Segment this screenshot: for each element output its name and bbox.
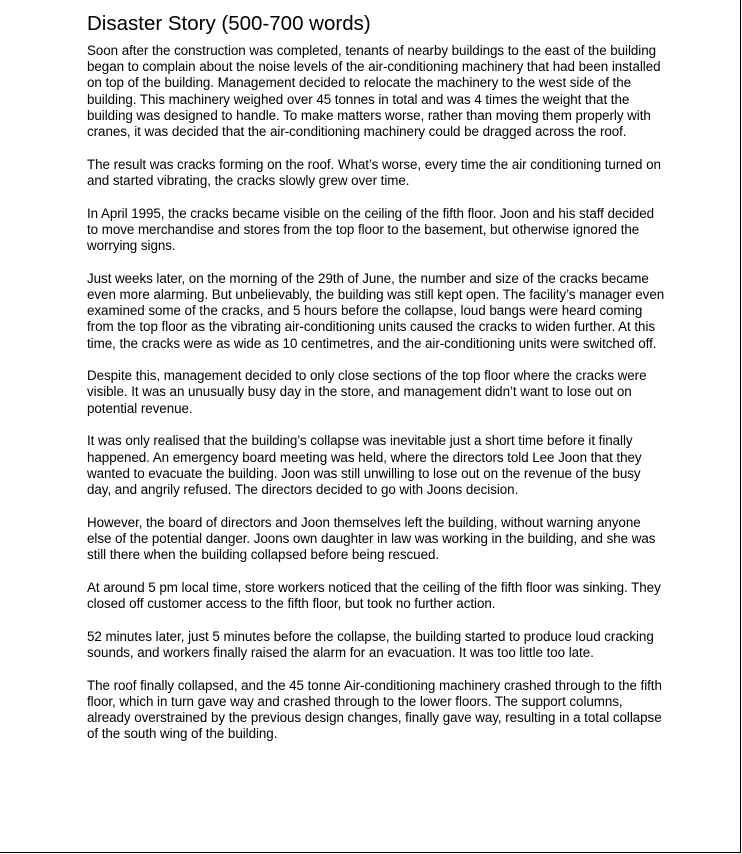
paragraph-6: It was only realised that the building’s collapse was inevitable just a short time before it finally happened. An emergency board meeting was held, where the directors told Lee Joon that they wanted to evacuate the building. Joon was still unwilling to lose out on the revenue of the busy day, and angrily refused. The directors decided to go with Joons decision. bbox=[87, 433, 642, 497]
paragraph-1: Soon after the construction was completed, tenants of nearby buildings to the east of the building began to complain about the noise levels of the air-conditioning machinery that had been installed on top of the building. Management decided to relocate the machinery to the west side of the building. This machinery weighed over 45 tonnes in total and was 4 times the weight that the building was designed to handle. To make matters worse, rather than moving them properly with cranes, it was decided that the air-conditioning machinery could be dragged across the roof. bbox=[87, 43, 661, 140]
paragraph-3: In April 1995, the cracks became visible on the ceiling of the fifth floor. Joon and his staff decided to move merchandise and stores from the top floor to the basement, but otherwise ignored the worrying signs. bbox=[87, 205, 655, 254]
paragraph-2: The result was cracks forming on the roof. What’s worse, every time the air conditioning turned on and started vibrating, the cracks slowly grew over time. bbox=[87, 156, 661, 188]
document-title: Disaster Story (500-700 words) bbox=[87, 12, 371, 35]
paragraph-5: Despite this, management decided to only close sections of the top floor where the cracks were visible. It was an unusually busy day in the store, and management didn’t want to lose out on potential revenue. bbox=[87, 368, 647, 416]
paragraph-10: The roof finally collapsed, and the 45 tonne Air-conditioning machinery crashed through to the fifth floor, which in turn gave way and crashed through to the lower floors. The support columns, already overstrained by the previous design changes, finally gave way, resulting in a total collapse of the south wing of the building. bbox=[87, 677, 662, 742]
paragraph-8: At around 5 pm local time, store workers noticed that the ceiling of the fifth floor was sinking. They closed off customer access to the fifth floor, but took no further action. bbox=[87, 579, 661, 611]
paragraph-7: However, the board of directors and Joon themselves left the building, without warning anyone else of the potential danger. Joons own daughter in law was working in the building, and she was still there when the building collapsed before being rescued. bbox=[87, 514, 656, 563]
paragraph-9: 52 minutes later, just 5 minutes before the collapse, the building started to produce loud cracking sounds, and workers finally raised the alarm for an evacuation. It was too little too late. bbox=[87, 628, 654, 660]
paragraph-4: Just weeks later, on the morning of the 29th of June, the number and size of the cracks became even more alarming. But unbelievably, the building was still kept open. The facility’s manager even examined some of the cracks, and 5 hours before the collapse, loud bangs were heard coming from the top floor as the vibrating air-conditioning units caused the cracks to widen further. At this time, the cracks were as wide as 10 centimetres, and the air-conditioning units were switched off. bbox=[87, 270, 665, 351]
document-body bbox=[87, 43, 665, 759]
